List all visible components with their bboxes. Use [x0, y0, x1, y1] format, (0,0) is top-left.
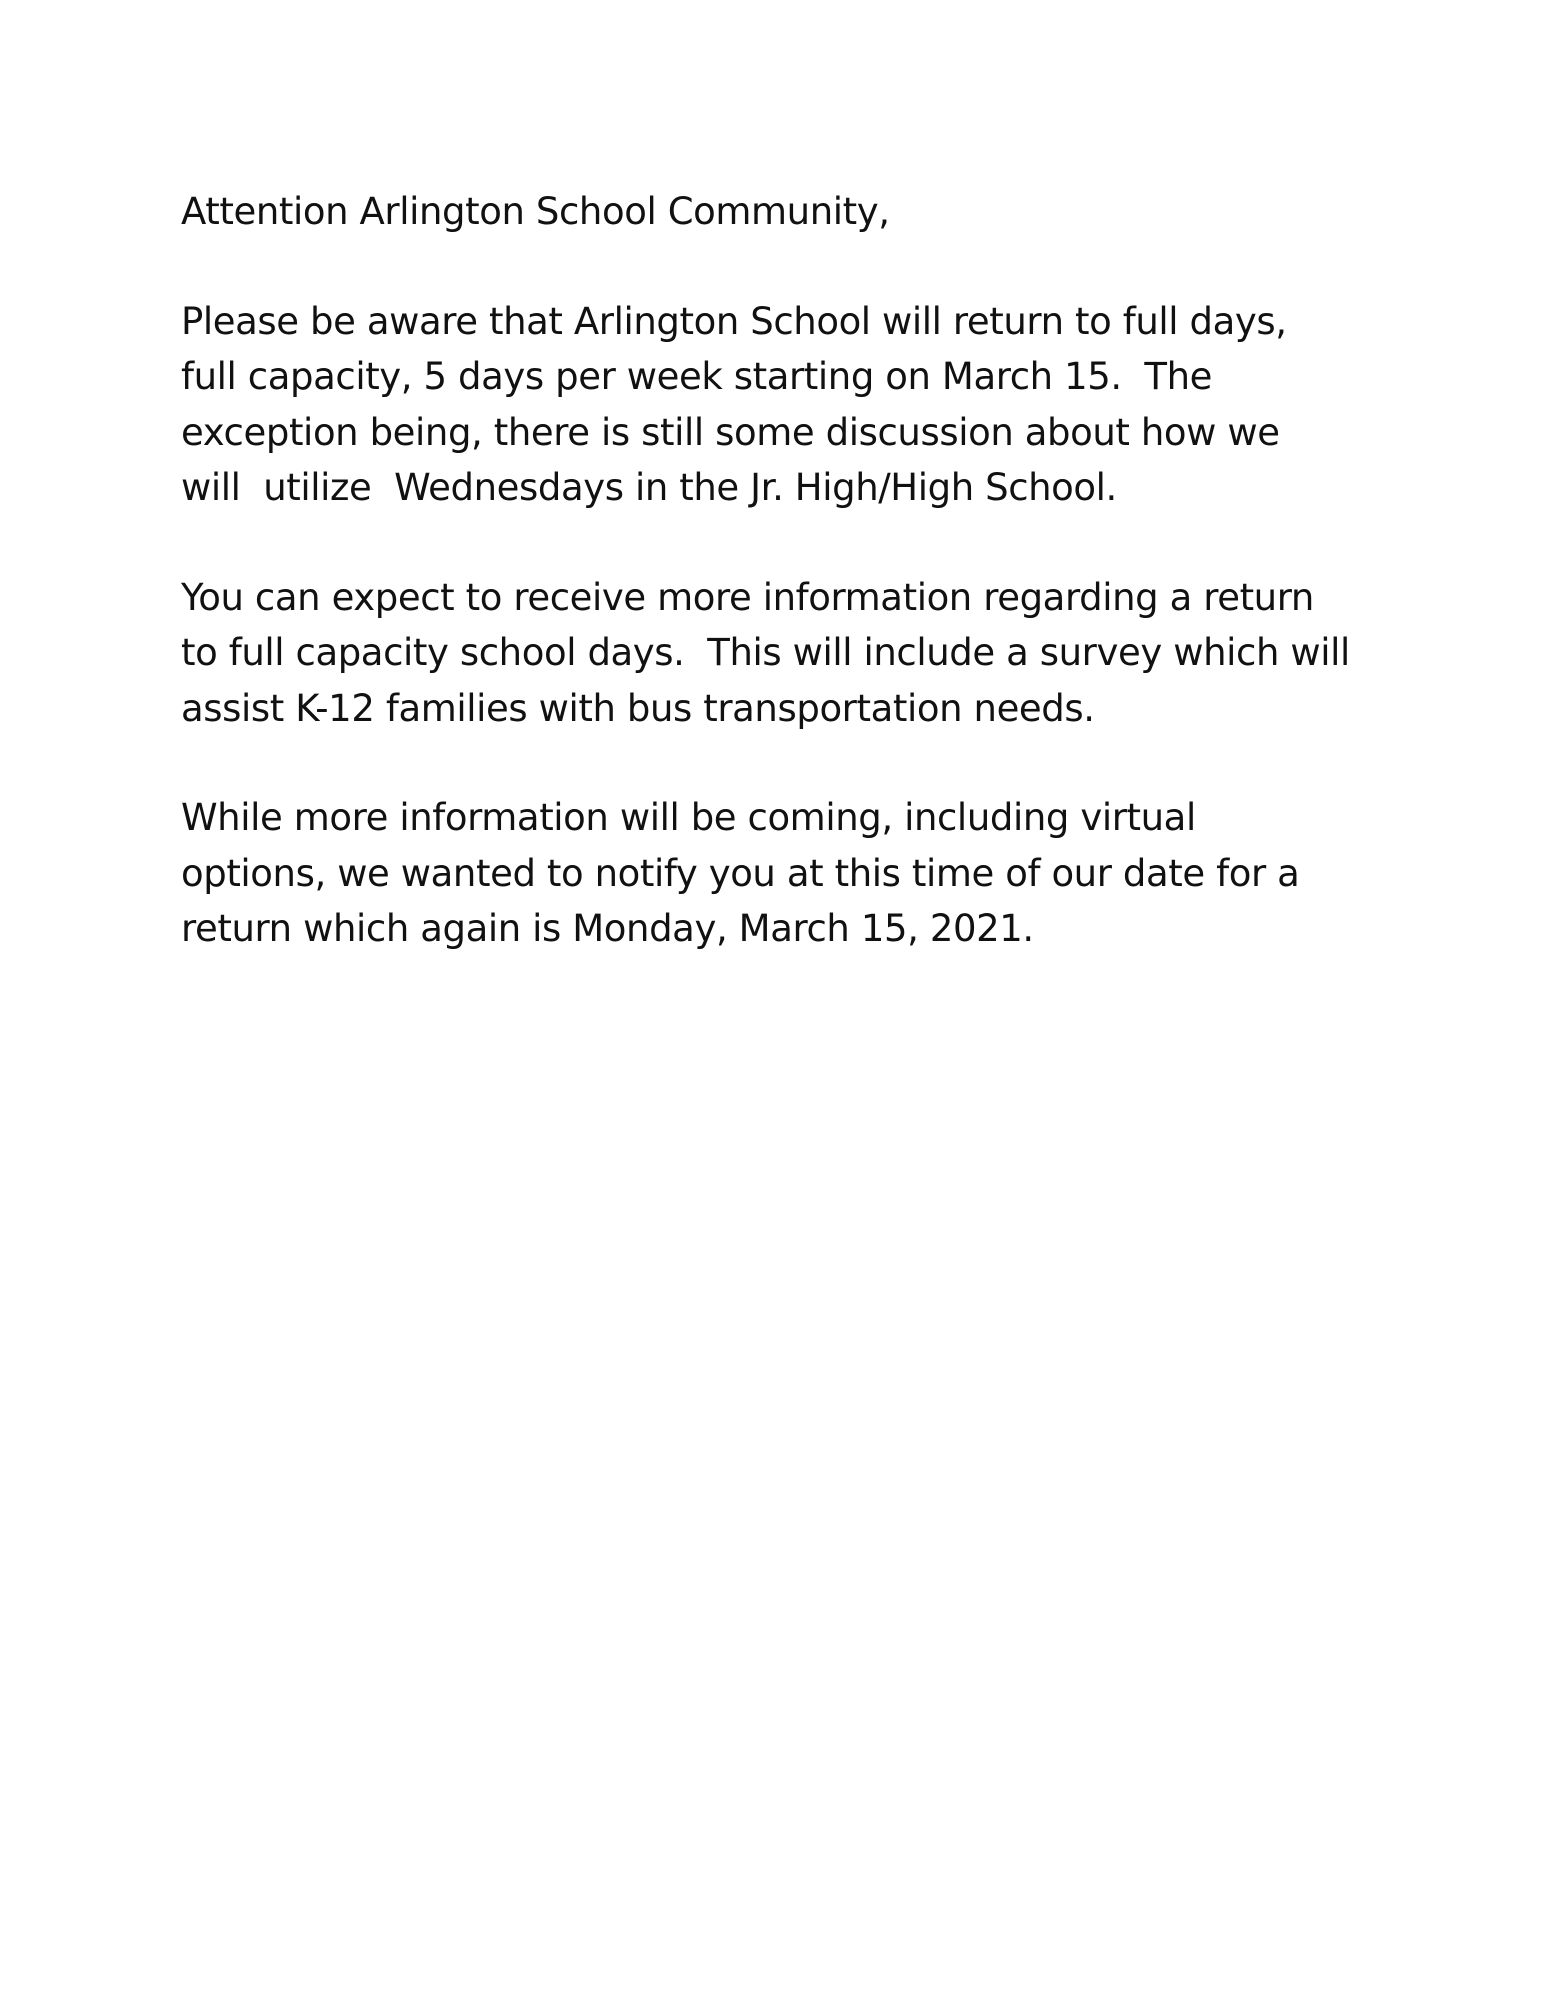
paragraph-gap — [181, 516, 1381, 570]
paragraph-line: return which again is Monday, March 15, 2021. — [181, 907, 1034, 950]
letter-body — [181, 184, 1381, 957]
paragraph-line: will utilize Wednesdays in the Jr. High/High School. — [181, 466, 1117, 509]
paragraph-line: assist K-12 families with bus transportation needs. — [181, 686, 1095, 730]
paragraph-line: exception being, there is still some discussion about how we — [181, 410, 1280, 454]
paragraph-line: options, we wanted to notify you at this time of our date for a — [181, 851, 1300, 895]
paragraph-line: to full capacity school days. This will include a survey which will — [181, 631, 1350, 674]
paragraph-line: full capacity, 5 days per week starting on March 15. The — [181, 355, 1213, 398]
paragraph-gap — [181, 736, 1381, 790]
paragraph-gap — [181, 240, 1381, 294]
paragraph-return-date — [181, 790, 1381, 957]
paragraph-return-announcement — [181, 294, 1381, 516]
paragraph-more-information — [181, 570, 1381, 737]
salutation: Attention Arlington School Community, — [181, 190, 890, 233]
paragraph-line: While more information will be coming, including virtual — [181, 796, 1196, 839]
paragraph-line: Please be aware that Arlington School will return to full days, — [181, 299, 1287, 343]
paragraph-line: You can expect to receive more information regarding a return — [181, 575, 1314, 619]
